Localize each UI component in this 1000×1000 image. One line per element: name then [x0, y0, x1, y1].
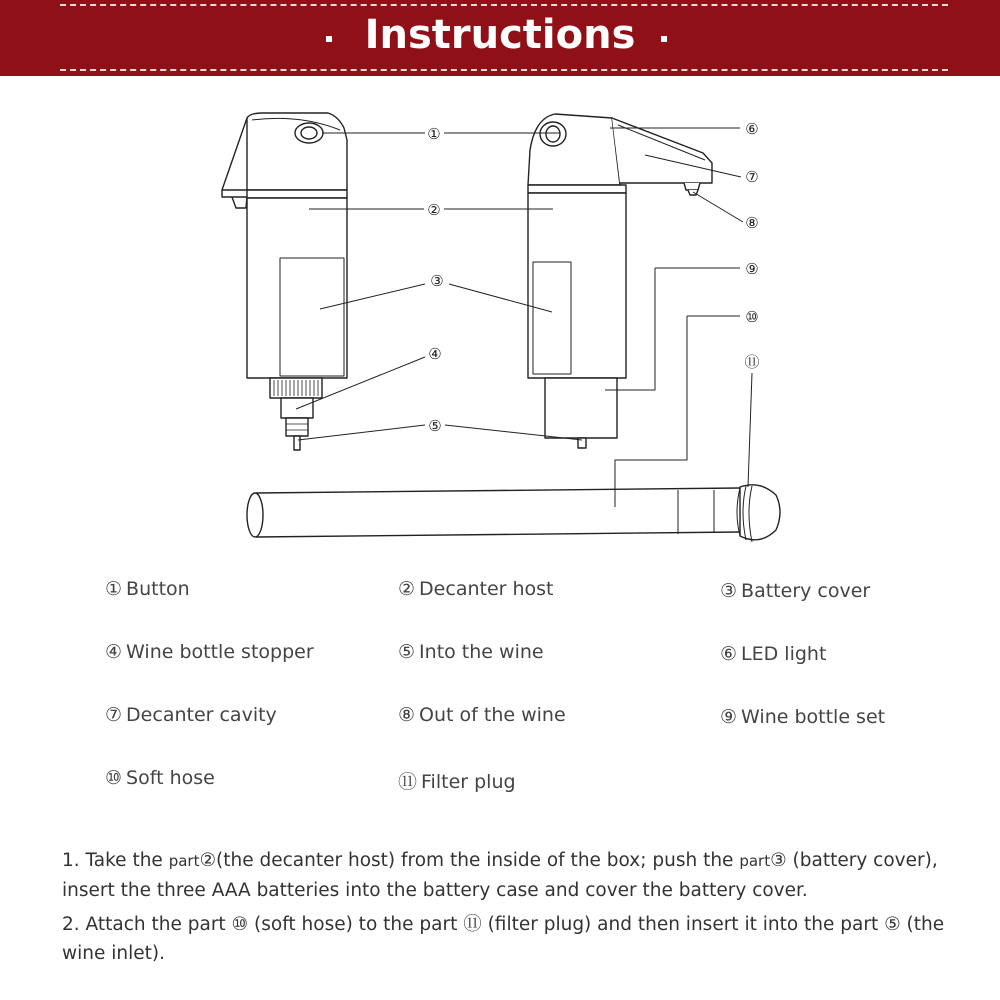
legend-item-wine-bottle-set: ⑨ Wine bottle set [720, 706, 886, 728]
legend-item-battery-cover: ③ Battery cover [720, 580, 871, 602]
legend-item-filter-plug: ⑪ Filter plug [398, 771, 516, 793]
callout-leader-lines [296, 128, 752, 507]
soft-hose-and-filter-plug [247, 485, 780, 542]
callout-2: ② [427, 201, 441, 219]
page-title: Instructions [364, 12, 636, 58]
callout-9: ⑨ [745, 260, 759, 278]
callout-4: ④ [428, 345, 442, 363]
callout-3: ③ [430, 272, 444, 290]
decanter-left-view [222, 113, 347, 450]
callout-1: ① [427, 125, 441, 143]
instruction-step-1: 1. Take the part②(the decanter host) from the inside of the box; push the part③ (battery cover), insert the three AAA batteries into the battery case and cover the battery cover. [62, 850, 938, 901]
legend-item-decanter-cavity: ⑦ Decanter cavity [105, 704, 277, 726]
legend-item-wine-bottle-stopper: ④ Wine bottle stopper [105, 641, 314, 663]
legend-item-decanter-host: ② Decanter host [398, 578, 554, 600]
callout-7: ⑦ [745, 168, 759, 186]
callout-6: ⑥ [745, 120, 759, 138]
banner-dot-right [661, 36, 667, 42]
callout-10: ⑩ [745, 308, 759, 326]
legend-item-soft-hose: ⑩ Soft hose [105, 767, 215, 789]
callout-8: ⑧ [745, 214, 759, 232]
banner-dashed-line-bottom [60, 69, 948, 71]
header-banner [0, 0, 1000, 76]
callout-5: ⑤ [428, 417, 442, 435]
callout-11: ⑪ [744, 353, 760, 371]
legend-item-button: ① Button [105, 578, 190, 600]
legend-item-led-light: ⑥ LED light [720, 643, 827, 665]
legend-item-into-the-wine: ⑤ Into the wine [398, 641, 544, 663]
legend-item-out-of-the-wine: ⑧ Out of the wine [398, 704, 566, 726]
instruction-step-2: 2. Attach the part ⑩ (soft hose) to the part ⑪ (filter plug) and then insert it into the part ⑤ (the wine inlet). [62, 914, 945, 964]
product-diagram [0, 80, 1000, 560]
